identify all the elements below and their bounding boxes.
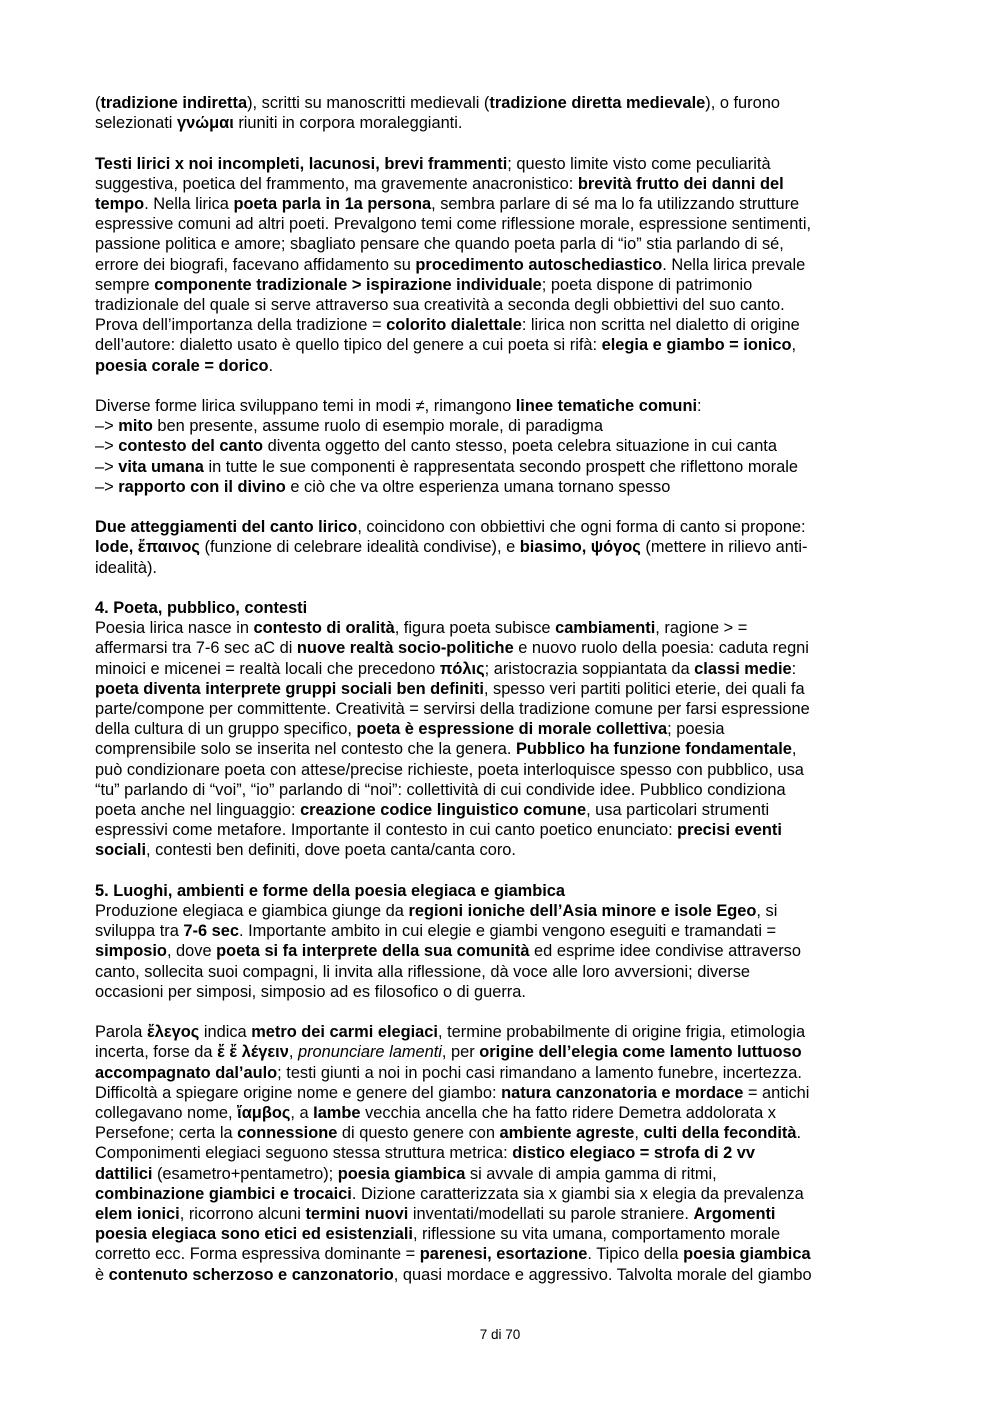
- text-run: riuniti in corpora moraleggianti.: [233, 114, 463, 133]
- text-run: , figura poeta subisce: [394, 619, 556, 638]
- bold-text: natura canzonatoria e mordace: [501, 1083, 744, 1102]
- text-run: , usa particolari strumenti: [586, 801, 770, 820]
- bold-text: colorito dialettale: [386, 316, 522, 335]
- text-line: [95, 234, 907, 254]
- text-run: collegavano nome,: [95, 1104, 238, 1123]
- text-line: [95, 457, 907, 477]
- text-line: [95, 214, 907, 234]
- text-run: passione politica e amore; sbagliato pensare che quando poeta parla di “io” stia parlando di sé,: [95, 235, 784, 254]
- text-line: [95, 275, 907, 295]
- text-line: [95, 921, 907, 941]
- text-run: (mettere in rilievo anti-: [640, 538, 808, 557]
- bold-text: elegia e giambo = ionico: [601, 336, 792, 355]
- bold-text: poeta diventa interprete gruppi sociali ben definiti: [95, 679, 484, 698]
- bold-text: parenesi, esortazione: [419, 1245, 588, 1264]
- text-line: [95, 719, 907, 739]
- text-run: ben presente, assume ruolo di esempio morale, di paradigma: [152, 417, 603, 436]
- bold-text: sociali: [95, 841, 147, 860]
- text-run: in tutte le sue componenti è rappresentata secondo prospett che riflettono morale: [203, 457, 798, 476]
- bold-text: vita umana: [118, 457, 204, 476]
- bold-text: tempo: [95, 195, 145, 213]
- paragraph: [95, 154, 907, 376]
- text-run: affermarsi tra 7-6 sec aC di: [95, 639, 297, 658]
- text-run: –>: [95, 437, 119, 456]
- bold-text: poesia giambica: [337, 1164, 466, 1183]
- text-run: sempre: [95, 275, 155, 294]
- bold-text: accompagnato dal’aulo: [95, 1063, 278, 1082]
- bold-text: πόλις: [439, 659, 485, 678]
- text-line: [95, 1123, 907, 1143]
- text-run: . Importante ambito in cui elegie e giambi vengono eseguiti e tramandati =: [238, 922, 777, 941]
- document-body: [95, 93, 907, 1285]
- bold-text: regioni ioniche dell’Asia minore e isole Egeo: [408, 902, 757, 921]
- text-line: [95, 659, 907, 679]
- bold-text: origine dell’elegia come lamento luttuoso: [479, 1043, 802, 1062]
- text-run: ,: [634, 1124, 644, 1143]
- text-line: [95, 315, 907, 335]
- bold-text: Pubblico ha funzione fondamentale: [515, 740, 792, 759]
- text-run: ,: [791, 740, 797, 759]
- bold-text: linee tematiche comuni: [515, 397, 698, 416]
- text-run: sviluppa tra: [95, 922, 184, 941]
- text-run: = antichi: [743, 1083, 810, 1102]
- text-run: , ricorrono alcuni: [179, 1205, 306, 1224]
- bold-text: ἴαμβος: [237, 1104, 291, 1123]
- text-line: [95, 618, 907, 638]
- bold-text: culti della fecondità: [643, 1124, 797, 1143]
- text-run: Diverse forme lirica sviluppano temi in modi ≠, rimangono: [95, 397, 516, 416]
- bold-text: poeta si fa interprete della sua comunità: [216, 942, 530, 961]
- text-line: [95, 840, 907, 860]
- text-run: ; aristocrazia soppiantata da: [484, 659, 695, 678]
- bold-text: nuove realtà socio-politiche: [296, 639, 514, 658]
- bold-text: ambiente agreste: [499, 1124, 635, 1143]
- text-run: –>: [95, 457, 119, 476]
- text-line: [95, 477, 907, 497]
- bold-text: lode, ἔπαινος: [95, 538, 200, 557]
- text-run: poeta anche nel linguaggio:: [95, 801, 301, 820]
- bold-text: Iambe: [313, 1104, 361, 1123]
- text-line: [95, 1224, 907, 1244]
- text-run: –>: [95, 477, 119, 496]
- text-run: :: [791, 659, 797, 678]
- text-run: ), scritti su manoscritti medievali (: [247, 94, 490, 112]
- bold-text: poesia giambica: [683, 1245, 811, 1264]
- text-line: [95, 396, 907, 416]
- bold-text: creazione codice linguistico comune: [300, 801, 587, 820]
- text-run: indica: [199, 1023, 252, 1042]
- text-run: minoici e micenei = realtà locali che precedono: [95, 659, 440, 678]
- text-run: espressive comuni ad altri poeti. Prevalgono temi come riflessione morale, espressione sentimenti,: [95, 215, 812, 234]
- section-heading: 4. Poeta, pubblico, contesti: [95, 599, 308, 618]
- text-run: Parola: [95, 1023, 147, 1042]
- text-run: Difficoltà a spiegare origine nome e genere del giambo:: [95, 1083, 502, 1102]
- text-run: ; poesia: [667, 720, 725, 739]
- text-line: [95, 558, 907, 578]
- text-run: ; poeta dispone di patrimonio: [541, 275, 753, 294]
- text-run: canto, sollecita suoi compagni, li invita alla riflessione, dà voce alle loro avversioni; diverse: [95, 962, 751, 981]
- text-run: , contesti ben definiti, dove poeta canta/canta coro.: [146, 841, 516, 860]
- bold-text: termini nuovi: [305, 1205, 409, 1224]
- text-run: , termine probabilmente di origine frigia, etimologia: [437, 1023, 806, 1042]
- paragraph: [95, 396, 907, 497]
- text-run: parte/compone per committente. Creatività = servirsi della tradizione comune per farsi espressione: [95, 700, 810, 719]
- text-run: Componimenti elegiaci seguono stessa struttura metrica:: [95, 1144, 513, 1163]
- text-run: . Nella lirica prevale: [662, 255, 806, 274]
- bold-text: poesia corale = dorico: [95, 356, 269, 375]
- text-run: . Nella lirica: [144, 195, 234, 213]
- text-line: [95, 295, 907, 315]
- bold-text: simposio: [95, 942, 167, 961]
- text-run: Produzione elegiaca e giambica giunge da: [95, 902, 409, 921]
- text-run: , per: [441, 1043, 480, 1062]
- bold-text: mito: [118, 417, 153, 436]
- text-line: [95, 901, 907, 921]
- paragraph: [95, 517, 907, 578]
- text-run: , sembra parlare di sé ma lo fa utilizzando strutture: [431, 195, 800, 213]
- bold-text: poeta è espressione di morale collettiva: [356, 720, 668, 739]
- text-line: [95, 1063, 907, 1083]
- text-line: [95, 679, 907, 699]
- paragraph: [95, 1022, 907, 1285]
- text-run: ed esprime idee condivise attraverso: [529, 942, 801, 961]
- text-run: e ciò che va oltre esperienza umana tornano spesso: [285, 477, 671, 496]
- text-line: [95, 517, 907, 537]
- text-run: ,: [288, 1043, 298, 1062]
- bold-text: distico elegiaco = strofa di 2 vv: [512, 1144, 756, 1163]
- text-run: Prova dell’importanza della tradizione =: [95, 316, 387, 335]
- bold-text: tradizione indiretta: [100, 94, 248, 112]
- text-line: [95, 1083, 907, 1103]
- text-line: [95, 760, 907, 780]
- bold-text: ἔλεγος: [146, 1023, 200, 1042]
- text-run: ; questo limite visto come peculiarità: [507, 154, 771, 173]
- bold-text: dattilici: [95, 1164, 153, 1183]
- text-run: , a: [290, 1104, 314, 1123]
- bold-text: metro dei carmi elegiaci: [251, 1023, 438, 1042]
- bold-text: Due atteggiamenti del canto lirico: [95, 518, 358, 537]
- italic-text: pronunciare lamenti: [297, 1043, 442, 1062]
- text-run: selezionati: [95, 114, 178, 133]
- bold-text: contenuto scherzoso e canzonatorio: [108, 1265, 394, 1284]
- section-heading: 5. Luoghi, ambienti e forme della poesia elegiaca e giambica: [95, 881, 566, 900]
- bold-text: classi medie: [694, 659, 792, 678]
- text-run: suggestiva, poetica del frammento, ma gravemente anacronistico:: [95, 174, 578, 193]
- text-line: [95, 699, 907, 719]
- bold-text: Testi lirici x noi incompleti, lacunosi, brevi frammenti: [95, 154, 508, 173]
- text-run: .: [796, 1124, 802, 1143]
- bold-text: connessione: [237, 1124, 338, 1143]
- bold-text: ἔ ἔ λέγειν: [217, 1043, 289, 1062]
- text-run: si avvale di ampia gamma di ritmi,: [465, 1164, 717, 1183]
- text-run: , ragione > =: [655, 619, 748, 638]
- text-line: [95, 638, 907, 658]
- text-line: [95, 1244, 907, 1264]
- text-run: della cultura di un gruppo specifico,: [95, 720, 357, 739]
- text-run: .: [268, 356, 274, 375]
- text-line: [95, 780, 907, 800]
- text-run: e nuovo ruolo della poesia: caduta regni: [513, 639, 809, 658]
- bold-text: contesto di oralità: [253, 619, 395, 638]
- text-run: errore dei biografi, facevano affidamento su: [95, 255, 416, 274]
- text-run: , riflessione su vita umana, comportamento morale: [412, 1225, 781, 1244]
- text-run: , quasi mordace e aggressivo. Talvolta morale del giambo: [393, 1265, 812, 1284]
- text-run: Poesia lirica nasce in: [95, 619, 254, 638]
- page-number: 7 di 70: [479, 1327, 521, 1342]
- text-run: vecchia ancella che ha fatto ridere Demetra addolorata x: [360, 1104, 776, 1123]
- text-line: [95, 800, 907, 820]
- text-run: Persefone; certa la: [95, 1124, 238, 1143]
- text-run: tradizionale del quale si serve attraverso sua creatività a seconda degli obbiettivi del suo canto.: [95, 296, 785, 315]
- text-run: . Dizione caratterizzata sia x giambi sia x elegia da prevalenza: [351, 1184, 804, 1203]
- bold-text: elem ionici: [95, 1205, 180, 1224]
- bold-text: poeta parla in 1a persona: [233, 195, 432, 213]
- text-run: (funzione di celebrare idealità condivise), e: [199, 538, 520, 557]
- text-run: corretto ecc. Forma espressiva dominante =: [95, 1245, 420, 1264]
- text-run: , si: [756, 902, 778, 921]
- text-run: occasioni per simposi, simposio ad es filosofico o di guerra.: [95, 982, 526, 1001]
- text-line: [95, 194, 907, 214]
- bold-text: biasimo, ψόγος: [519, 538, 641, 557]
- text-line: [95, 537, 907, 557]
- text-line: [95, 962, 907, 982]
- text-line: [95, 255, 907, 275]
- bold-text: cambiamenti: [555, 619, 656, 638]
- bold-text: precisi eventi: [677, 821, 782, 840]
- text-run: :: [697, 397, 702, 416]
- text-line: [95, 174, 907, 194]
- bold-text: brevità frutto dei danni del: [577, 174, 784, 193]
- text-line: [95, 1265, 907, 1285]
- text-run: ; testi giunti a noi in pochi casi rimandano a lamento funebre, incertezza.: [277, 1063, 802, 1082]
- bold-text: combinazione giambici e trocaici: [95, 1184, 352, 1203]
- text-run: idealità).: [95, 558, 157, 577]
- paragraph: [95, 93, 907, 133]
- paragraph: [95, 901, 907, 1002]
- text-run: , dove: [166, 942, 217, 961]
- text-run: ), o furono: [705, 94, 780, 112]
- text-run: può condizionare poeta con attese/precise richieste, poeta interloquisce spesso con pubblico, usa: [95, 760, 804, 779]
- text-line: [95, 154, 907, 174]
- text-run: dell’autore: dialetto usato è quello tipico del genere a cui poeta si rifà:: [95, 336, 602, 355]
- text-run: espressivi come metafore. Importante il contesto in cui canto poetico enunciato:: [95, 821, 678, 840]
- text-line: [95, 820, 907, 840]
- text-line: [95, 93, 907, 113]
- text-run: ,: [791, 336, 797, 355]
- bold-text: poesia elegiaca sono etici ed esistenziali: [95, 1225, 413, 1244]
- paragraph: [95, 618, 907, 860]
- text-run: è: [95, 1265, 109, 1284]
- text-line: [95, 1022, 907, 1042]
- text-line: [95, 1184, 907, 1204]
- text-run: diventa oggetto del canto stesso, poeta celebra situazione in cui canta: [263, 437, 777, 456]
- bold-text: componente tradizionale > ispirazione individuale: [154, 275, 542, 294]
- text-run: , spesso veri partiti politici eterie, dei quali fa: [483, 679, 805, 698]
- bold-text: γνώμαι: [177, 114, 234, 133]
- text-run: (: [95, 94, 101, 112]
- text-line: [95, 1204, 907, 1224]
- text-run: incerta, forse da: [95, 1043, 218, 1062]
- text-line: [95, 739, 907, 759]
- bold-text: tradizione diretta medievale: [489, 94, 706, 112]
- text-run: : lirica non scritta nel dialetto di origine: [521, 316, 800, 335]
- text-line: [95, 113, 907, 133]
- text-line: [95, 1103, 907, 1123]
- text-line: [95, 335, 907, 355]
- text-line: [95, 1164, 907, 1184]
- text-line: [95, 356, 907, 376]
- text-line: [95, 416, 907, 436]
- text-line: [95, 1042, 907, 1062]
- bold-text: 7-6 sec: [183, 922, 239, 941]
- text-run: comprensibile solo se inserita nel contesto che la genera.: [95, 740, 516, 759]
- text-run: , coincidono con obbiettivi che ogni forma di canto si propone:: [357, 518, 806, 537]
- text-line: [95, 436, 907, 456]
- bold-text: procedimento autoschediastico: [415, 255, 663, 274]
- text-line: [95, 982, 907, 1002]
- bold-text: Argomenti: [693, 1205, 776, 1224]
- bold-text: rapporto con il divino: [118, 477, 286, 496]
- text-run: inventati/modellati su parole straniere.: [408, 1205, 694, 1224]
- text-line: [95, 1143, 907, 1163]
- text-run: . Tipico della: [587, 1245, 684, 1264]
- text-run: “tu” parlando di “voi”, “io” parlando di “noi”: collettività di cui condivide idee. Pubblico condiziona: [95, 780, 786, 799]
- text-run: (esametro+pentametro);: [152, 1164, 338, 1183]
- text-line: [95, 941, 907, 961]
- text-run: –>: [95, 417, 119, 436]
- text-run: di questo genere con: [337, 1124, 500, 1143]
- bold-text: contesto del canto: [118, 437, 264, 456]
